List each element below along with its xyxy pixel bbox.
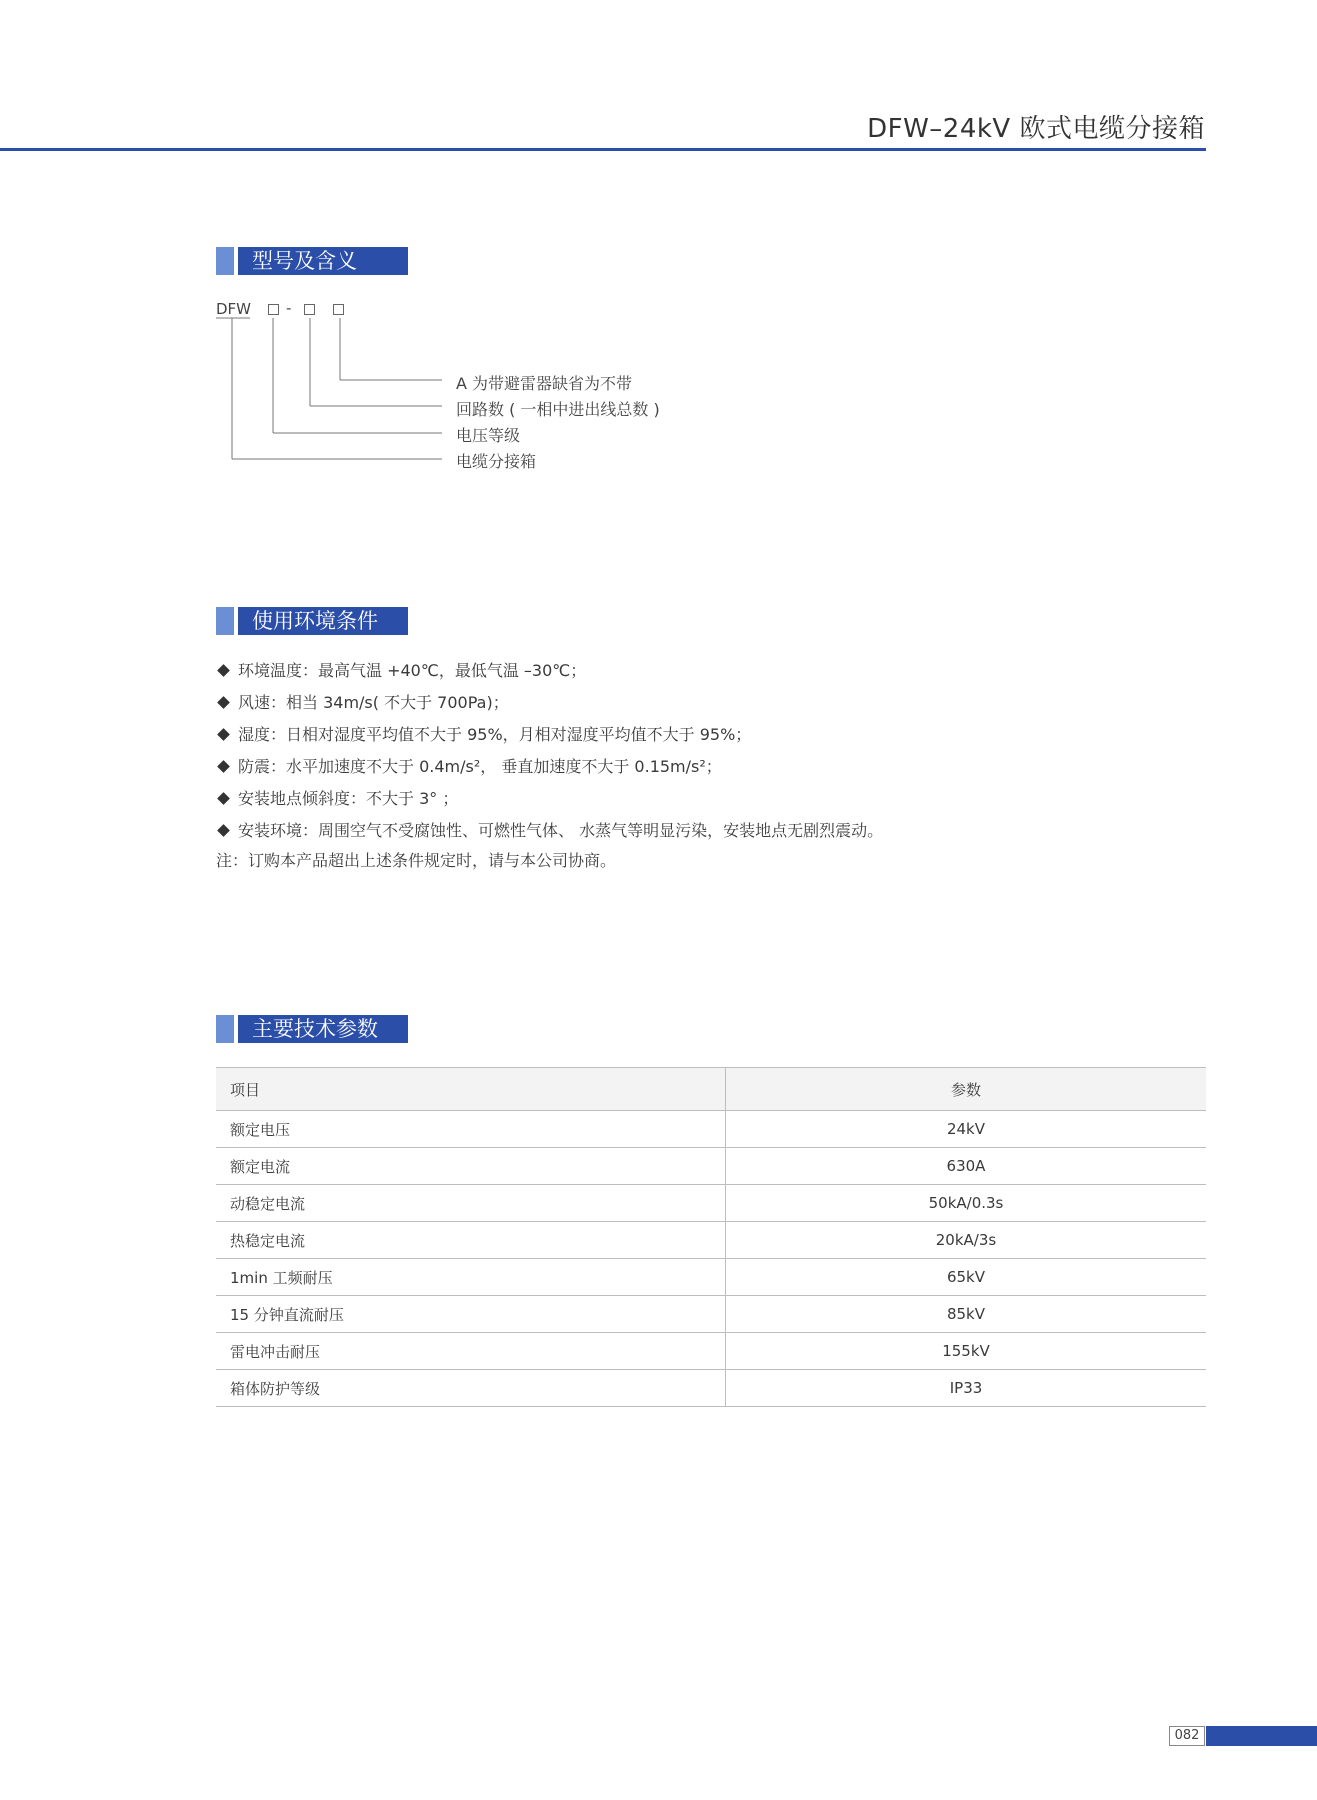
cell-item: 雷电冲击耐压 [216, 1333, 726, 1370]
environment-note: 注：订购本产品超出上述条件规定时，请与本公司协商。 [216, 851, 617, 870]
bullet-diamond-icon [217, 664, 230, 677]
table-header-row [216, 1068, 1206, 1111]
cell-item: 热稳定电流 [216, 1222, 726, 1259]
cell-item: 箱体防护等级 [216, 1370, 726, 1407]
cell-value: 85kV [726, 1296, 1207, 1333]
bullet-diamond-icon [217, 696, 230, 709]
bullet-diamond-icon [217, 728, 230, 741]
heading-label: 主要技术参数 [238, 1015, 408, 1043]
cell-value: IP33 [726, 1370, 1207, 1407]
heading-label: 使用环境条件 [238, 607, 408, 635]
meaning-voltage: 电压等级 [456, 426, 521, 445]
meaning-cable-box: 电缆分接箱 [456, 452, 537, 471]
environment-list [216, 655, 883, 847]
cell-value: 50kA/0.3s [726, 1185, 1207, 1222]
code-dash: - [286, 299, 292, 317]
cell-value: 24kV [726, 1111, 1207, 1148]
bullet-diamond-icon [217, 824, 230, 837]
model-meaning-diagram [0, 0, 1317, 520]
table-row [216, 1296, 1206, 1333]
heading-label: 型号及含义 [238, 247, 408, 275]
list-item: 安装环境：周围空气不受腐蚀性、可燃性气体、 水蒸气等明显污染，安装地点无剧烈震动。 [216, 815, 883, 847]
column-header-value: 参数 [726, 1068, 1207, 1111]
page-number: 082 [1169, 1726, 1205, 1746]
parameters-table [216, 1067, 1206, 1407]
heading-accent [216, 607, 234, 635]
table-row [216, 1185, 1206, 1222]
cell-value: 20kA/3s [726, 1222, 1207, 1259]
cell-item: 15 分钟直流耐压 [216, 1296, 726, 1333]
document-title: DFW–24kV 欧式电缆分接箱 [867, 114, 1205, 144]
column-header-item: 项目 [216, 1068, 726, 1111]
cell-value: 155kV [726, 1333, 1207, 1370]
cell-value: 630A [726, 1148, 1207, 1185]
table-row [216, 1148, 1206, 1185]
list-item: 防震：水平加速度不大于 0.4m/s²， 垂直加速度不大于 0.15m/s²； [216, 751, 883, 783]
bullet-diamond-icon [217, 792, 230, 805]
meaning-circuits: 回路数 ( 一相中进出线总数 ) [456, 400, 660, 419]
list-item: 湿度：日相对湿度平均值不大于 95%，月相对湿度平均值不大于 95%； [216, 719, 883, 751]
table-row [216, 1370, 1206, 1407]
bullet-diamond-icon [217, 760, 230, 773]
list-item: 安装地点倾斜度：不大于 3° ； [216, 783, 883, 815]
cell-item: 额定电流 [216, 1148, 726, 1185]
list-item: 环境温度：最高气温 +40℃，最低气温 –30℃； [216, 655, 883, 687]
cell-item: 动稳定电流 [216, 1185, 726, 1222]
cell-item: 1min 工频耐压 [216, 1259, 726, 1296]
table-row [216, 1222, 1206, 1259]
table-row [216, 1259, 1206, 1296]
footer-bar [1206, 1726, 1317, 1746]
table-row [216, 1333, 1206, 1370]
table-row [216, 1111, 1206, 1148]
cell-item: 额定电压 [216, 1111, 726, 1148]
meaning-arrester: A 为带避雷器缺省为不带 [456, 374, 633, 393]
heading-accent [216, 1015, 234, 1043]
list-item: 风速：相当 34m/s( 不大于 700Pa)； [216, 687, 883, 719]
cell-value: 65kV [726, 1259, 1207, 1296]
code-prefix: DFW [216, 300, 252, 318]
